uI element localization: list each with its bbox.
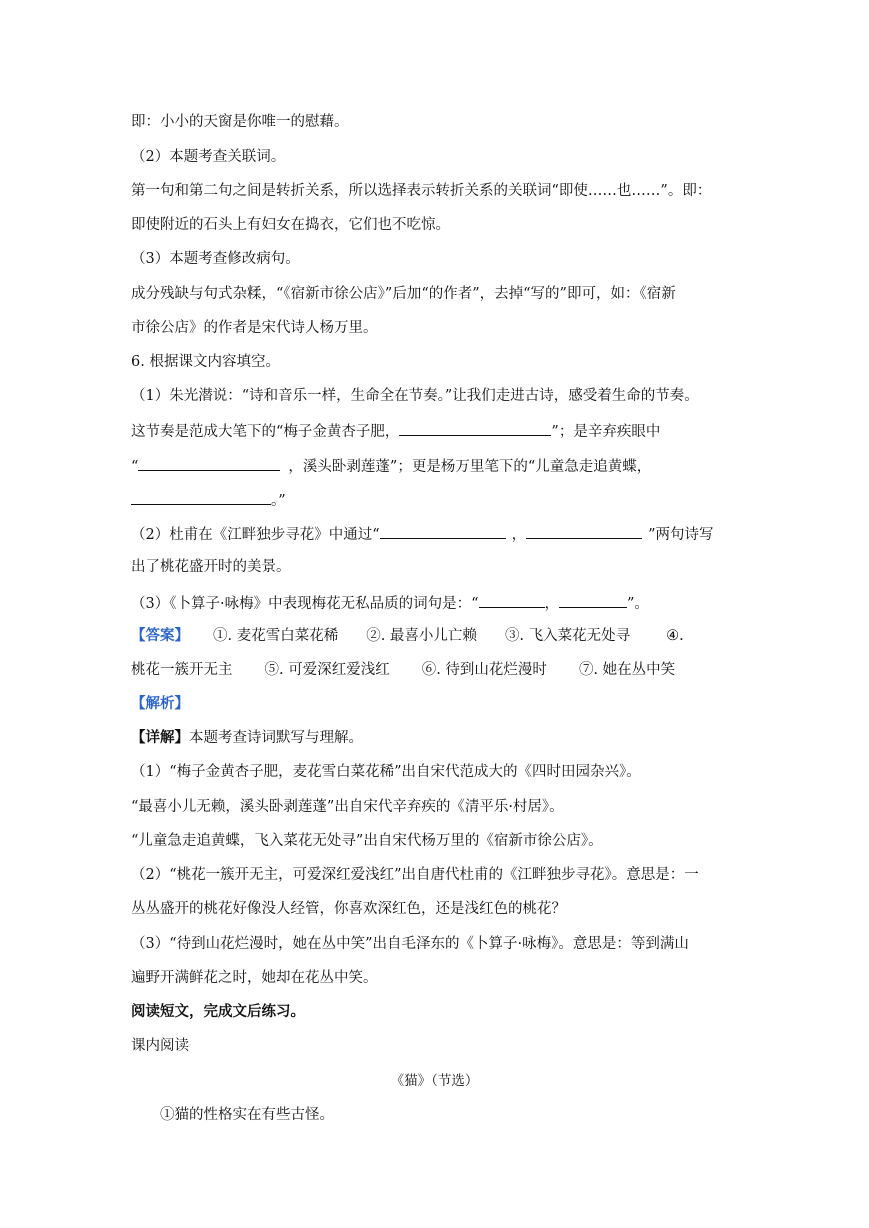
fill-line <box>131 455 651 477</box>
answer-blank[interactable] <box>526 523 642 539</box>
text-line: 遍野开满鲜花之时，她却在花丛中笑。 <box>131 970 378 986</box>
answer-blank[interactable] <box>380 523 506 539</box>
text-line: 市徐公店》的作者是宋代诗人杨万里。 <box>131 320 378 336</box>
fill-line <box>131 420 660 442</box>
fill-line <box>131 523 714 545</box>
text-line: （2）本题考查关联词。 <box>131 149 286 165</box>
analysis-label: 【解析】 <box>131 695 189 712</box>
text-segment: 。” <box>271 493 286 509</box>
passage-title: 《猫》（节选） <box>390 1073 479 1089</box>
text-line: （1）“梅子金黄杏子肥，麦花雪白菜花稀”出自宋代范成大的《四时田园杂兴》。 <box>131 764 641 780</box>
text-segment: 这节奏是范成大笔下的“梅子金黄杏子肥， <box>131 424 400 440</box>
text-line: （1）朱光潜说：“诗和音乐一样，生命全在节奏。”让我们走进古诗，感受着生命的节奏。 <box>131 388 699 404</box>
answer-item: 桃花一簇开无主 <box>131 662 233 678</box>
text-line: “最喜小儿无赖，溪头卧剥莲蓬”出自宋代辛弃疾的《清平乐·村居》。 <box>131 799 564 815</box>
text-segment: ”。 <box>627 596 649 612</box>
text-segment: ”；是辛弃疾眼中 <box>551 424 661 440</box>
text-line: （2）“桃花一簇开无主，可爱深红爱浅红”出自唐代杜甫的《江畔独步寻花》。意思是：一 <box>131 867 699 883</box>
answer-item: ①. 麦花雪白菜花稀 <box>213 628 339 644</box>
text-line: 出了桃花盛开时的美景。 <box>131 559 291 575</box>
text-line: 即使附近的石头上有妇女在捣衣，它们也不吃惊。 <box>131 217 450 233</box>
answer-item: ②. 最喜小儿亡赖 <box>366 628 477 644</box>
detail-line <box>131 728 363 748</box>
fill-line <box>131 489 286 511</box>
answer-blank[interactable] <box>399 420 551 436</box>
passage-paragraph: ①猫的性格实在有些古怪。 <box>160 1107 334 1123</box>
answer-blank[interactable] <box>479 592 545 608</box>
text-segment: ，溪头卧剥莲蓬”；更是杨万里笔下的“儿童急走追黄蝶， <box>288 459 652 475</box>
answer-item: ⑥. 待到山花烂漫时 <box>421 662 547 678</box>
text-line: 丛丛盛开的桃花好像没人经管，你喜欢深红色，还是浅红色的桃花？ <box>131 901 566 917</box>
answer-line <box>131 626 684 646</box>
text-segment: ， <box>511 527 527 543</box>
text-segment: 本题考查诗词默写与理解。 <box>189 730 363 746</box>
answer-item: ③. 飞入菜花无处寻 <box>504 628 631 644</box>
text-segment: ， <box>544 596 559 612</box>
text-segment: ”两句诗写 <box>648 527 714 543</box>
question-number: 6. 根据课文内容填空。 <box>131 354 280 370</box>
answer-label: 【答案】 <box>131 627 189 644</box>
text-line: （3）“待到山花烂漫时，她在丛中笑”出自毛泽东的《卜算子·咏梅》。意思是：等到满山 <box>131 936 689 952</box>
fill-line <box>131 592 649 614</box>
answer-blank[interactable] <box>131 489 271 505</box>
answer-item: ⑤. 可爱深红爱浅红 <box>264 662 390 678</box>
text-line: 成分残缺与句式杂糅，“《宿新市徐公店》”后加“的作者”，去掉“写的”即可，如：《宿新 <box>131 286 676 302</box>
answer-blank[interactable] <box>559 592 627 608</box>
section-subheading: 课内阅读 <box>131 1038 189 1054</box>
answer-line <box>131 660 675 680</box>
detail-label: 【详解】 <box>131 729 189 746</box>
text-line: （3）本题考查修改病句。 <box>131 251 300 267</box>
answer-item: ⑦. 她在丛中笑 <box>578 662 676 678</box>
text-line: “儿童急走追黄蝶，飞入菜花无处寻”出自宋代杨万里的《宿新市徐公店》。 <box>131 833 603 849</box>
text-line: 即：小小的天窗是你唯一的慰藉。 <box>131 114 349 130</box>
section-heading: 阅读短文，完成文后练习。 <box>131 1003 305 1020</box>
answer-blank[interactable] <box>138 455 280 471</box>
text-segment: （3）《卜算子·咏梅》中表现梅花无私品质的词句是：“ <box>131 596 479 612</box>
text-line: 第一句和第二句之间是转折关系，所以选择表示转折关系的关联词“即使……也……”。即： <box>131 183 712 199</box>
text-segment: （2）杜甫在《江畔独步寻花》中通过“ <box>131 527 380 543</box>
text-segment: “ <box>131 459 139 475</box>
answer-item: ④. <box>666 628 684 644</box>
